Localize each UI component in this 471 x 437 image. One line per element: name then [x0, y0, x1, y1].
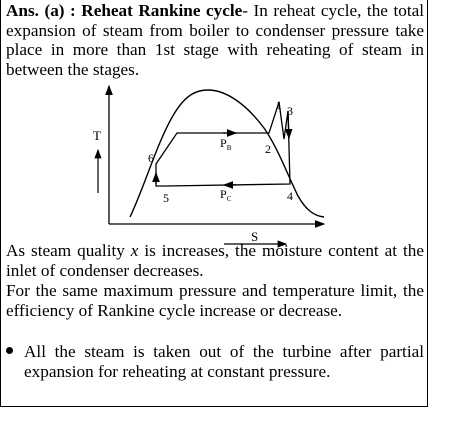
- point-2-label: 2: [265, 142, 271, 156]
- point-1-label: 1: [276, 98, 282, 112]
- paragraph-intro: [6, 1, 424, 79]
- point-5-label: 5: [163, 191, 169, 205]
- answer-label: Ans. (a) : Reheat Rankine cycle: [6, 1, 243, 20]
- paragraph-quality: As steam quality x is increases, the moisture content at the inlet of condenser decreases.: [6, 241, 424, 280]
- paragraph-efficiency: For the same maximum pressure and temperature limit, the efficiency of Rankine cycle increase or decrease.: [6, 281, 424, 320]
- intro-text: - In reheat cycle, the total expansion of steam from boiler to condenser pressure take place in more than 1st stage with reheating of steam in between the stages.: [6, 1, 424, 79]
- pc-label: $P_C$: [220, 187, 232, 203]
- bullet-dot-icon: [6, 347, 13, 354]
- quality-variable: x: [130, 241, 139, 260]
- s-label: S: [251, 229, 259, 244]
- point-4-label: 4: [287, 189, 293, 203]
- t-label: T: [93, 128, 101, 143]
- point-3-label: 3: [287, 104, 293, 118]
- point-6-label: 6: [148, 151, 154, 165]
- ts-diagram: [86, 78, 336, 248]
- bullet-text: All the steam is taken out of the turbine after partial expansion for reheating at constant pressure.: [24, 342, 424, 381]
- pb-label: $P_B$: [220, 136, 232, 152]
